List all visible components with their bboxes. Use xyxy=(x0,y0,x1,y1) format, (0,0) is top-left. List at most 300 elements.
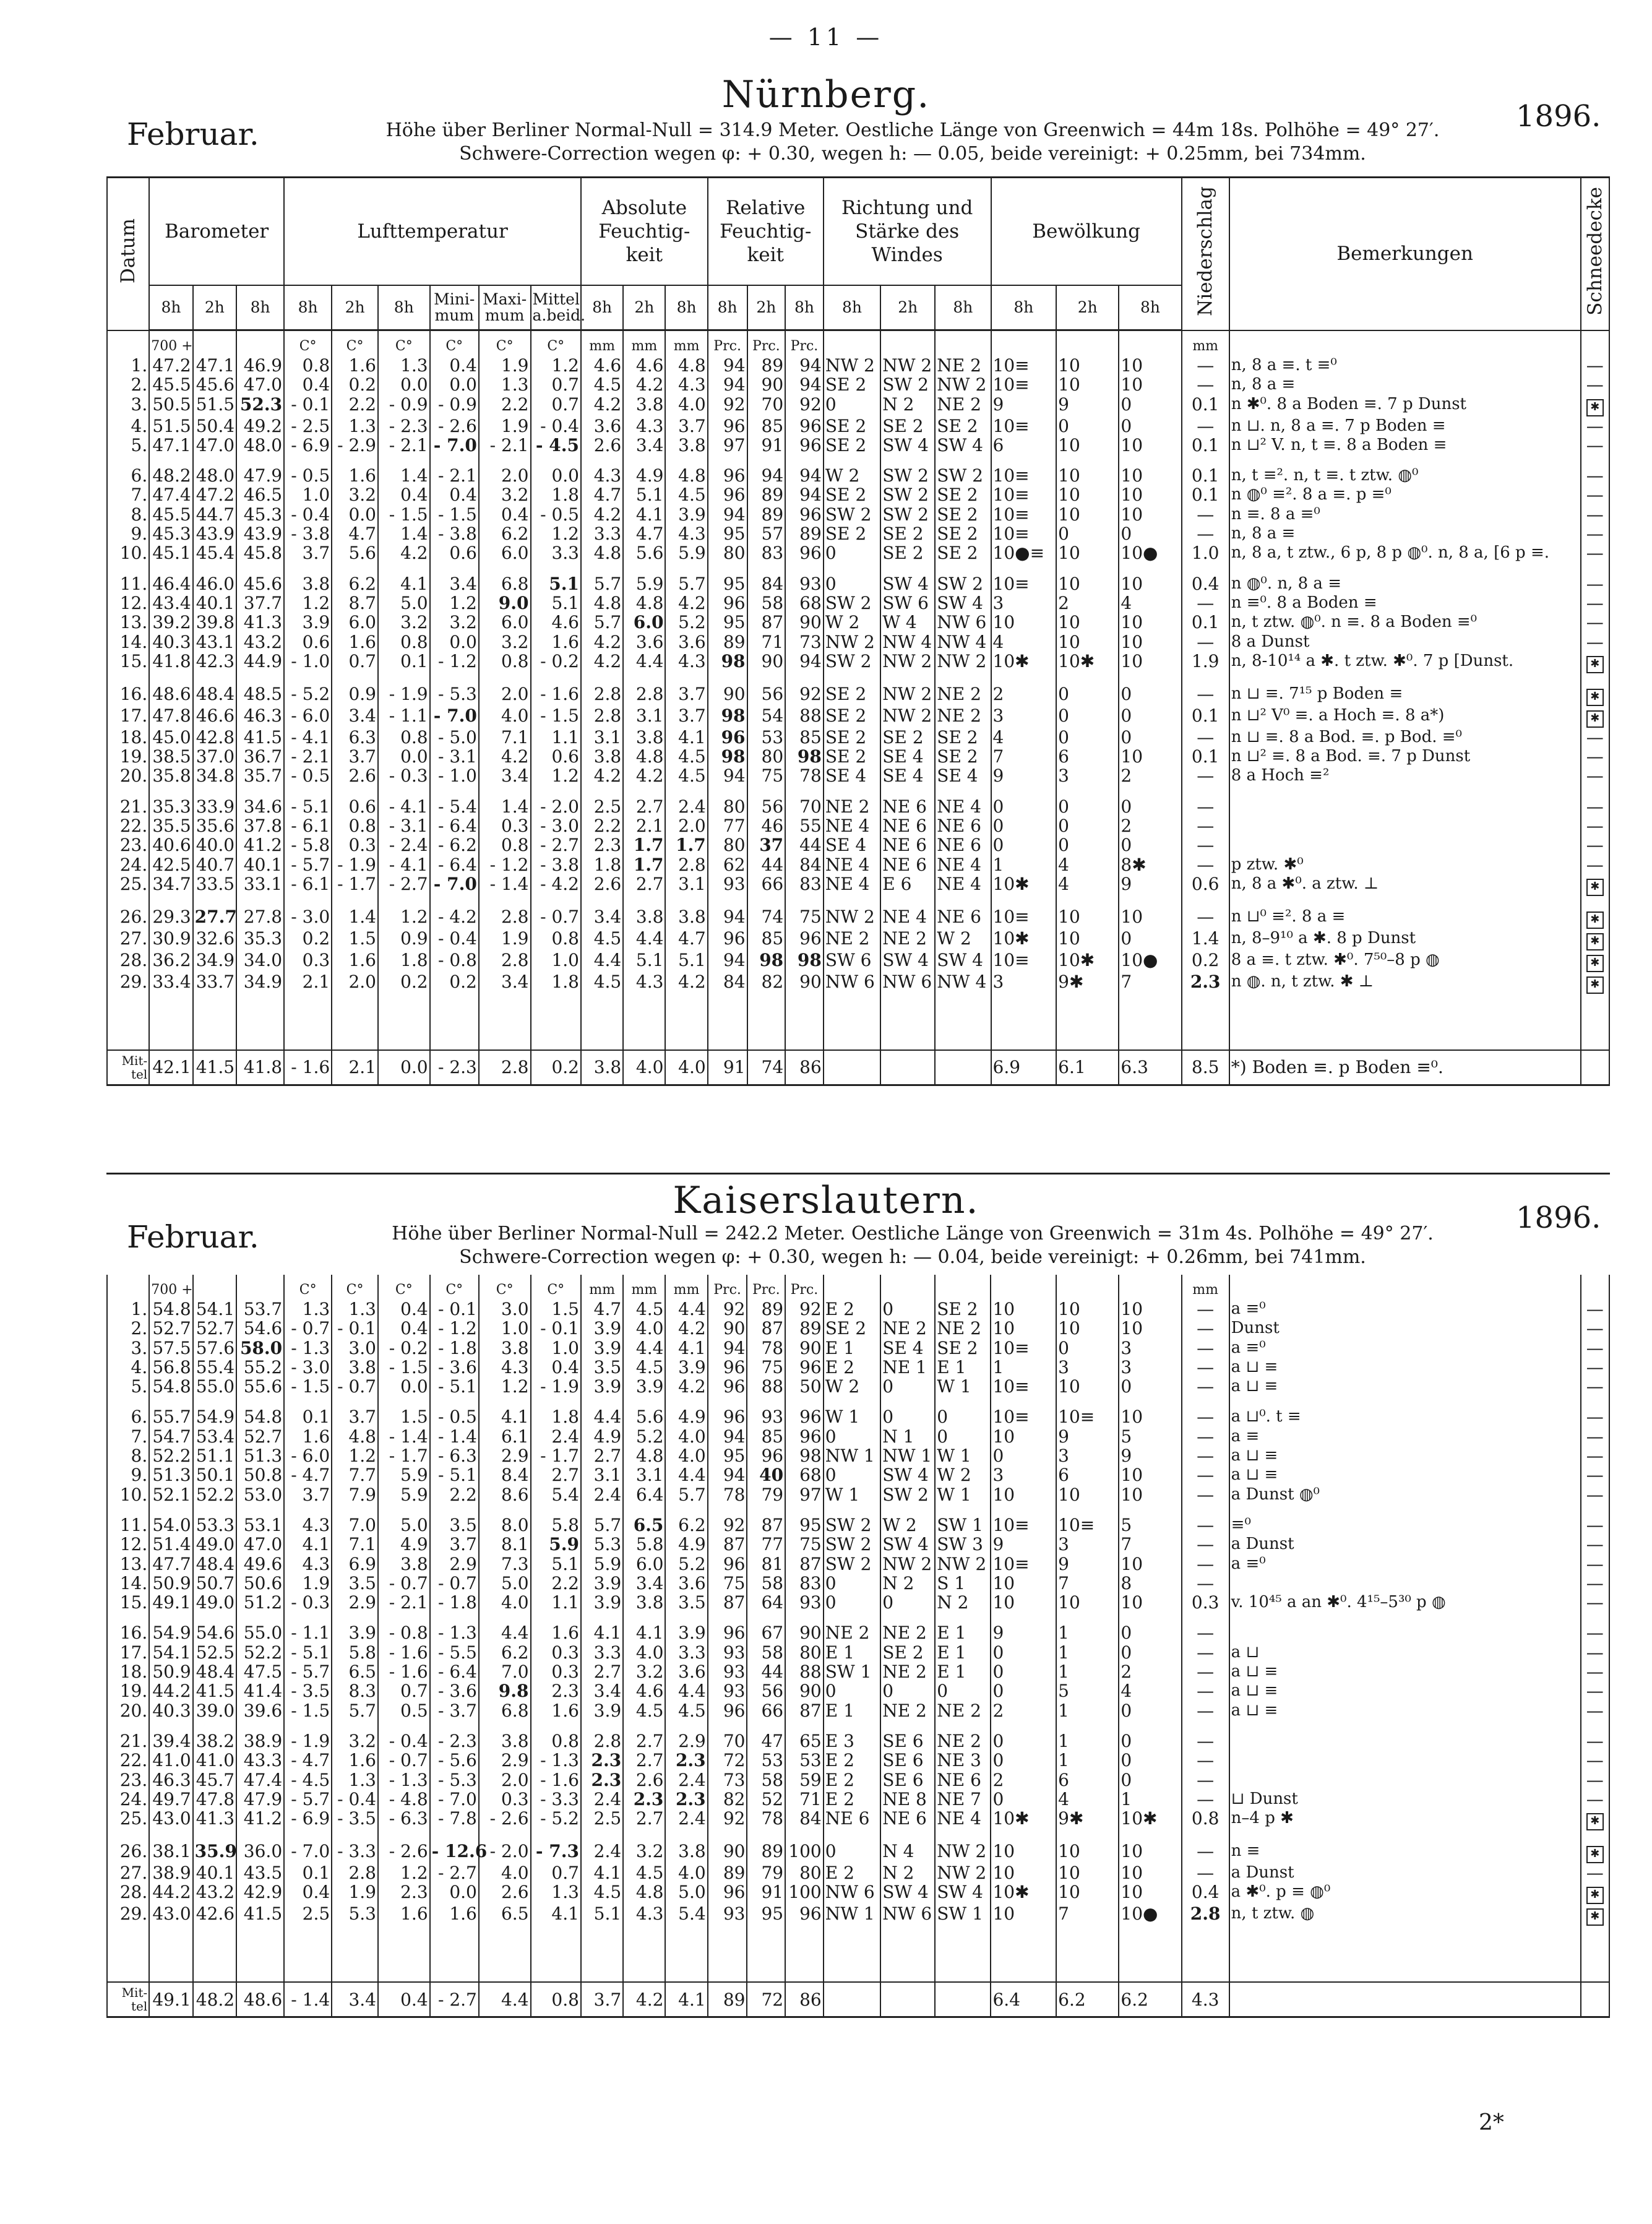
cell-wind-8h: W 2 xyxy=(824,466,880,485)
cell-rel-8h: 92 xyxy=(708,1299,747,1319)
cell-wind-2h: N 2 xyxy=(880,395,935,416)
gap-cell xyxy=(531,455,581,466)
cell-cloud-8h-eve: 0 xyxy=(1119,1770,1181,1790)
cell-rel-2h: 66 xyxy=(747,874,786,896)
gap-cell xyxy=(935,1612,991,1623)
col-schneedecke: Schneedecke xyxy=(1581,178,1609,330)
gap-cell xyxy=(708,1396,747,1407)
cell-cloud-2h: 10 xyxy=(1056,485,1119,504)
cell-cloud-2h: 10≡ xyxy=(1056,1515,1119,1535)
cell-cloud-8h: 10≡ xyxy=(991,1554,1056,1574)
cell-wind-8h: NE 6 xyxy=(824,1809,880,1830)
cell-rel-2h: 78 xyxy=(747,1809,785,1830)
cell-wind-8h-eve: NE 6 xyxy=(935,816,991,835)
cell-baro-2h: 51.5 xyxy=(193,395,236,416)
gap-cell xyxy=(785,1504,824,1515)
cell-wind-8h-eve: NE 3 xyxy=(935,1751,991,1770)
cell-wind-8h: E 1 xyxy=(824,1701,880,1720)
cell-baro-8h: 35.3 xyxy=(149,797,192,816)
cell-temp-max: 1.9 xyxy=(479,416,531,436)
cell-cloud-8h: 10≡ xyxy=(991,505,1057,524)
cell-temp-8h: - 6.1 xyxy=(284,874,332,896)
cell-rel-8h: 93 xyxy=(708,1904,747,1926)
cell-cloud-8h: 3 xyxy=(991,593,1057,613)
gap-cell xyxy=(708,1926,747,1982)
cell-wind-8h-eve: E 1 xyxy=(935,1623,991,1642)
cell-temp-mittel: 0.0 xyxy=(531,466,581,485)
cell-rel-2h: 96 xyxy=(747,1446,785,1465)
cell-schneedecke xyxy=(1581,1842,1609,1863)
gap-cell xyxy=(581,1720,623,1731)
gap-cell xyxy=(665,563,707,574)
cell-baro-8h-eve: 51.3 xyxy=(236,1446,284,1465)
cell-temp-2h: 0.0 xyxy=(332,505,378,524)
cell-rel-8h-eve: 53 xyxy=(785,1751,824,1770)
cell-cloud-2h: 1 xyxy=(1056,1731,1119,1751)
cell-wind-2h: 0 xyxy=(880,1681,935,1700)
mean-rel-8h: 89 xyxy=(708,1982,747,2017)
cell-niederschlag: — xyxy=(1182,1485,1229,1504)
cell-abs-2h: 4.4 xyxy=(623,652,665,673)
unit-cell xyxy=(107,330,149,356)
cell-rel-2h: 56 xyxy=(747,1681,785,1700)
gap-cell xyxy=(665,1926,707,1982)
cell-temp-2h: 8.7 xyxy=(332,593,378,613)
gap-cell xyxy=(708,1504,747,1515)
cell-bemerkung: a ⊔ ≡ xyxy=(1229,1701,1581,1720)
gap-cell xyxy=(824,1720,880,1731)
gap-cell xyxy=(284,1926,332,1982)
cell-temp-2h: 1.6 xyxy=(332,1751,378,1770)
cell-datum: 23. xyxy=(107,1770,149,1790)
gap-cell xyxy=(531,1720,581,1731)
cell-abs-8h-eve: 3.1 xyxy=(665,874,707,896)
cell-bemerkung: a Dunst ◍⁰ xyxy=(1229,1485,1581,1504)
gap-cell xyxy=(747,1612,785,1623)
station-month-kaiserslautern: Februar. xyxy=(127,1219,259,1255)
cell-schneedecke: — xyxy=(1581,835,1609,855)
cell-temp-2h: 1.9 xyxy=(332,1882,378,1904)
cell-baro-8h-eve: 36.0 xyxy=(236,1842,284,1863)
gap-cell xyxy=(149,896,192,907)
cell-temp-2h: 4.8 xyxy=(332,1427,378,1446)
cell-datum: 2. xyxy=(107,1319,149,1338)
cell-temp-mittel: 1.8 xyxy=(531,485,581,504)
cell-niederschlag: — xyxy=(1182,356,1229,375)
cell-rel-2h: 83 xyxy=(747,543,786,562)
cell-bemerkung: n, 8 a, t ztw., 6 p, 8 p ◍⁰. n, 8 a, [6 p ≡. xyxy=(1229,543,1581,562)
cell-datum: 8. xyxy=(107,505,149,524)
cell-abs-8h-eve: 1.7 xyxy=(665,835,707,855)
cell-temp-min: - 6.4 xyxy=(430,816,479,835)
mean-cloud-8h-eve: 6.2 xyxy=(1119,1982,1181,2017)
cell-schneedecke: — xyxy=(1581,1770,1609,1790)
cell-rel-8h-eve: 95 xyxy=(785,1515,824,1535)
gap-cell xyxy=(107,994,149,1050)
cell-wind-8h-eve: NW 6 xyxy=(935,613,991,632)
gap-cell xyxy=(747,786,786,797)
gap-cell xyxy=(236,455,284,466)
gap-cell xyxy=(1229,1830,1581,1842)
cell-wind-2h: NW 2 xyxy=(880,652,935,673)
cell-cloud-8h: 3 xyxy=(991,706,1057,728)
cell-temp-8h: - 5.1 xyxy=(284,797,332,816)
cell-wind-2h: NW 1 xyxy=(880,1446,935,1465)
cell-cloud-2h: 1 xyxy=(1056,1701,1119,1720)
meta-line-2: Schwere-Correction wegen φ: + 0.30, wegen h: — 0.04, beide vereinigt: + 0.26mm, bei 741mm. xyxy=(459,1246,1366,1268)
unit-cell xyxy=(880,330,935,356)
cell-temp-8h-eve: - 1.1 xyxy=(378,706,430,728)
mean-wind-8h xyxy=(824,1050,880,1085)
cell-rel-8h-eve: 83 xyxy=(785,874,824,896)
cell-cloud-8h-eve: 10 xyxy=(1119,505,1181,524)
cell-baro-8h: 50.9 xyxy=(149,1662,192,1681)
cell-schneedecke: — xyxy=(1581,613,1609,632)
cell-cloud-2h: 9 xyxy=(1056,1427,1119,1446)
unit-cell: mm xyxy=(623,330,665,356)
gap-cell xyxy=(708,455,747,466)
cell-rel-8h: 96 xyxy=(708,593,747,613)
cell-rel-8h-eve: 94 xyxy=(785,652,824,673)
cell-baro-8h-eve: 58.0 xyxy=(236,1338,284,1358)
cell-abs-8h: 4.8 xyxy=(581,593,623,613)
cell-baro-8h-eve: 54.8 xyxy=(236,1407,284,1426)
cell-cloud-8h-eve: 0 xyxy=(1119,1701,1181,1720)
cell-cloud-2h: 10 xyxy=(1056,466,1119,485)
cell-niederschlag: — xyxy=(1182,1643,1229,1662)
meta-line-2: Schwere-Correction wegen φ: + 0.30, wegen h: — 0.05, beide vereinigt: + 0.25mm, bei 734mm. xyxy=(459,143,1366,165)
sub-h8: 8h xyxy=(824,285,880,330)
cell-temp-2h: 5.7 xyxy=(332,1701,378,1720)
cell-cloud-2h: 10✱ xyxy=(1056,950,1119,972)
cell-abs-8h: 2.2 xyxy=(581,816,623,835)
cell-temp-8h-eve: - 0.3 xyxy=(378,766,430,785)
cell-cloud-8h: 10 xyxy=(991,613,1057,632)
cell-temp-8h: 2.5 xyxy=(284,1904,332,1926)
cell-temp-max: 2.9 xyxy=(479,1446,531,1465)
cell-abs-8h: 3.9 xyxy=(581,1593,623,1612)
cell-baro-2h: 43.9 xyxy=(193,524,236,543)
gap-cell xyxy=(378,1720,430,1731)
cell-temp-max: 2.6 xyxy=(479,1882,531,1904)
cell-abs-8h-eve: 4.8 xyxy=(665,356,707,375)
cell-cloud-2h: 0 xyxy=(1056,1338,1119,1358)
cell-baro-2h: 39.8 xyxy=(193,613,236,632)
cell-temp-min: - 3.6 xyxy=(430,1681,479,1700)
cell-niederschlag: — xyxy=(1182,505,1229,524)
cell-niederschlag: — xyxy=(1182,1662,1229,1681)
gap-cell xyxy=(531,1612,581,1623)
cell-wind-8h-eve: W 2 xyxy=(935,929,991,950)
cell-cloud-8h: 1 xyxy=(991,855,1057,874)
cell-abs-8h: 3.9 xyxy=(581,1377,623,1396)
gap-cell xyxy=(880,1396,935,1407)
mean-row xyxy=(107,1982,1609,2017)
sub-h8b: 8h xyxy=(665,285,707,330)
cell-bemerkung: a ⊔ ≡ xyxy=(1229,1465,1581,1485)
gap-cell xyxy=(665,1504,707,1515)
cell-rel-8h-eve: 88 xyxy=(785,1662,824,1681)
cell-baro-2h: 41.5 xyxy=(193,1681,236,1700)
unit-cell xyxy=(236,1275,284,1299)
gap-cell xyxy=(479,1504,531,1515)
mean-rel-8h-eve: 86 xyxy=(785,1982,824,2017)
unit-cell: mm xyxy=(665,1275,707,1299)
cell-baro-2h: 51.1 xyxy=(193,1446,236,1465)
gap-cell xyxy=(236,994,284,1050)
cell-cloud-8h-eve: 9 xyxy=(1119,874,1181,896)
cell-datum: 21. xyxy=(107,797,149,816)
cell-wind-8h: 0 xyxy=(824,1842,880,1863)
cell-temp-8h: - 2.1 xyxy=(284,747,332,766)
cell-temp-mittel: 1.8 xyxy=(531,972,581,994)
cell-wind-8h: NW 2 xyxy=(824,356,880,375)
cell-temp-8h-eve: 1.2 xyxy=(378,1863,430,1882)
cell-baro-8h: 52.2 xyxy=(149,1446,192,1465)
cell-cloud-8h-eve: 10 xyxy=(1119,652,1181,673)
cell-wind-8h: E 3 xyxy=(824,1731,880,1751)
cell-niederschlag: — xyxy=(1182,416,1229,436)
cell-abs-2h: 2.6 xyxy=(623,1770,665,1790)
sub-h2: 2h xyxy=(880,285,935,330)
cell-wind-8h-eve: SE 2 xyxy=(935,1338,991,1358)
cell-baro-2h: 50.7 xyxy=(193,1574,236,1593)
cell-temp-8h: 4.3 xyxy=(284,1554,332,1574)
cell-datum: 3. xyxy=(107,395,149,416)
cell-cloud-2h: 6 xyxy=(1056,1465,1119,1485)
unit-cell: C° xyxy=(531,330,581,356)
cell-schneedecke: — xyxy=(1581,1681,1609,1700)
gap-cell xyxy=(991,896,1057,907)
cell-abs-8h: 4.6 xyxy=(581,356,623,375)
cell-temp-max: 2.0 xyxy=(479,684,531,706)
sub-h2: 2h xyxy=(747,285,786,330)
cell-baro-2h: 34.9 xyxy=(193,950,236,972)
cell-rel-8h-eve: 92 xyxy=(785,1299,824,1319)
cell-abs-8h-eve: 2.8 xyxy=(665,855,707,874)
cell-bemerkung: n, 8 a ≡ xyxy=(1229,524,1581,543)
gap-cell xyxy=(1229,994,1581,1050)
cell-abs-8h: 3.9 xyxy=(581,1701,623,1720)
cell-rel-2h: 89 xyxy=(747,505,786,524)
cell-rel-8h: 92 xyxy=(708,395,747,416)
cell-temp-2h: 2.8 xyxy=(332,1863,378,1882)
cell-wind-8h-eve: NE 2 xyxy=(935,706,991,728)
cell-bemerkung: a ≡⁰ xyxy=(1229,1299,1581,1319)
cell-temp-mittel: 0.3 xyxy=(531,1662,581,1681)
cell-abs-2h: 2.1 xyxy=(623,816,665,835)
gap-cell xyxy=(880,1720,935,1731)
cell-rel-8h-eve: 89 xyxy=(785,524,824,543)
cell-abs-2h: 4.8 xyxy=(623,593,665,613)
cell-wind-2h: SE 2 xyxy=(880,524,935,543)
cell-niederschlag: — xyxy=(1182,728,1229,747)
cell-abs-8h-eve: 4.7 xyxy=(665,929,707,950)
cell-bemerkung: a ≡ xyxy=(1229,1427,1581,1446)
mean-baro-8h: 49.1 xyxy=(149,1982,192,2017)
cell-wind-8h-eve: SW 2 xyxy=(935,574,991,593)
cell-baro-8h: 51.5 xyxy=(149,416,192,436)
cell-niederschlag: — xyxy=(1182,1701,1229,1720)
table-row xyxy=(107,1593,1609,1612)
cell-cloud-8h: 10 xyxy=(991,1863,1056,1882)
cell-baro-2h: 53.3 xyxy=(193,1515,236,1535)
gap-cell xyxy=(991,1504,1056,1515)
cell-schneedecke: — xyxy=(1581,416,1609,436)
cell-baro-8h-eve: 52.2 xyxy=(236,1643,284,1662)
cell-cloud-8h-eve: 1 xyxy=(1119,1790,1181,1809)
row-gap xyxy=(107,786,1609,797)
sub-h8b: 8h xyxy=(1119,285,1181,330)
gap-cell xyxy=(430,1396,479,1407)
gap-cell xyxy=(935,786,991,797)
cell-temp-8h: - 5.7 xyxy=(284,855,332,874)
cell-baro-8h: 40.6 xyxy=(149,835,192,855)
cell-abs-8h: 4.7 xyxy=(581,1299,623,1319)
gap-cell xyxy=(1229,786,1581,797)
snow-cover-icon: ✱ xyxy=(1586,912,1604,929)
gap-cell xyxy=(531,1926,581,1982)
cell-temp-min: 0.2 xyxy=(430,972,479,994)
cell-schneedecke xyxy=(1581,1904,1609,1926)
cell-rel-2h: 87 xyxy=(747,1319,785,1338)
cell-temp-8h-eve: 1.4 xyxy=(378,524,430,543)
cell-datum: 21. xyxy=(107,1731,149,1751)
cell-datum: 15. xyxy=(107,652,149,673)
cell-baro-8h-eve: 55.0 xyxy=(236,1623,284,1642)
cell-temp-min: - 5.1 xyxy=(430,1377,479,1396)
gap-cell xyxy=(378,1612,430,1623)
cell-cloud-8h-eve: 10● xyxy=(1119,543,1181,562)
cell-temp-8h: 3.9 xyxy=(284,613,332,632)
cell-baro-2h: 42.3 xyxy=(193,652,236,673)
cell-baro-2h: 45.7 xyxy=(193,1770,236,1790)
mean-rel-8h: 91 xyxy=(708,1050,747,1085)
gap-cell xyxy=(1581,786,1609,797)
cell-niederschlag: — xyxy=(1182,1770,1229,1790)
table-row xyxy=(107,524,1609,543)
cell-rel-8h-eve: 98 xyxy=(785,950,824,972)
cell-wind-8h: E 1 xyxy=(824,1643,880,1662)
cell-datum: 16. xyxy=(107,1623,149,1642)
cell-temp-mittel: 5.8 xyxy=(531,1515,581,1535)
gap-cell xyxy=(1119,1720,1181,1731)
cell-abs-8h: 2.4 xyxy=(581,1842,623,1863)
gap-cell xyxy=(991,1612,1056,1623)
table-row xyxy=(107,505,1609,524)
cell-rel-8h-eve: 59 xyxy=(785,1770,824,1790)
cell-niederschlag: — xyxy=(1182,835,1229,855)
cell-cloud-8h-eve: 4 xyxy=(1119,593,1181,613)
cell-rel-8h: 72 xyxy=(708,1751,747,1770)
table-row xyxy=(107,950,1609,972)
gap-cell xyxy=(991,1926,1056,1982)
cell-temp-min: - 3.7 xyxy=(430,1701,479,1720)
cell-niederschlag: 0.1 xyxy=(1182,436,1229,455)
gap-cell xyxy=(430,786,479,797)
gap-cell xyxy=(824,994,880,1050)
cell-abs-8h: 2.6 xyxy=(581,874,623,896)
cell-baro-8h-eve: 49.6 xyxy=(236,1554,284,1574)
cell-cloud-2h: 7 xyxy=(1056,1904,1119,1926)
cell-temp-2h: 1.3 xyxy=(332,416,378,436)
cell-baro-8h-eve: 55.6 xyxy=(236,1377,284,1396)
cell-cloud-8h-eve: 10 xyxy=(1119,436,1181,455)
cell-temp-8h: - 5.2 xyxy=(284,684,332,706)
cell-cloud-2h: 1 xyxy=(1056,1662,1119,1681)
table-row xyxy=(107,972,1609,994)
cell-abs-8h-eve: 3.9 xyxy=(665,505,707,524)
gap-cell xyxy=(284,563,332,574)
cell-baro-2h: 43.2 xyxy=(193,1882,236,1904)
cell-rel-8h-eve: 96 xyxy=(785,1407,824,1426)
cell-cloud-8h: 0 xyxy=(991,1731,1056,1751)
mean-bemerkung: *) Boden ≡. p Boden ≡⁰. xyxy=(1229,1050,1581,1085)
cell-cloud-8h-eve: 10 xyxy=(1119,1554,1181,1574)
cell-baro-8h: 45.3 xyxy=(149,524,192,543)
cell-cloud-2h: 6 xyxy=(1056,1770,1119,1790)
mean-baro-8h-eve: 48.6 xyxy=(236,1982,284,2017)
cell-abs-2h: 6.0 xyxy=(623,613,665,632)
gap-cell xyxy=(1119,1396,1181,1407)
mean-wind-8h-eve xyxy=(935,1982,991,2017)
cell-cloud-8h-eve: 10 xyxy=(1119,632,1181,652)
cell-temp-mittel: 1.6 xyxy=(531,1623,581,1642)
row-gap xyxy=(107,1396,1609,1407)
cell-cloud-8h-eve: 10● xyxy=(1119,950,1181,972)
cell-temp-mittel: - 0.5 xyxy=(531,505,581,524)
cell-temp-8h-eve: 0.4 xyxy=(378,1299,430,1319)
cell-temp-mittel: - 1.6 xyxy=(531,1770,581,1790)
mean-abs-8h: 3.8 xyxy=(581,1050,623,1085)
cell-temp-2h: 7.0 xyxy=(332,1515,378,1535)
sub-mittel: Mittel a.beid. xyxy=(531,285,581,330)
cell-wind-8h-eve: SE 2 xyxy=(935,416,991,436)
cell-baro-8h: 41.0 xyxy=(149,1751,192,1770)
gap-cell xyxy=(378,786,430,797)
gap-cell xyxy=(747,1504,785,1515)
gap-cell xyxy=(785,994,824,1050)
gap-cell xyxy=(531,1830,581,1842)
cell-rel-2h: 47 xyxy=(747,1731,785,1751)
row-gap xyxy=(107,1720,1609,1731)
cell-abs-8h: 2.3 xyxy=(581,835,623,855)
gap-cell xyxy=(824,455,880,466)
gap-cell xyxy=(1581,1830,1609,1842)
cell-cloud-8h: 10≡ xyxy=(991,907,1057,929)
gap-cell xyxy=(935,1396,991,1407)
cell-cloud-2h: 3 xyxy=(1056,1358,1119,1377)
cell-rel-8h: 98 xyxy=(708,652,747,673)
cell-datum: 19. xyxy=(107,747,149,766)
cell-cloud-8h-eve: 3 xyxy=(1119,1338,1181,1358)
cell-abs-2h: 2.3 xyxy=(623,1790,665,1809)
cell-temp-2h: 3.7 xyxy=(332,1407,378,1426)
unit-row xyxy=(107,330,1609,356)
cell-rel-8h: 87 xyxy=(708,1535,747,1554)
cell-temp-2h: 6.9 xyxy=(332,1554,378,1574)
cell-wind-8h: NE 4 xyxy=(824,874,880,896)
cell-temp-2h: - 3.5 xyxy=(332,1809,378,1830)
cell-cloud-8h-eve: 10 xyxy=(1119,1319,1181,1338)
gap-cell xyxy=(236,1926,284,1982)
cell-temp-min: - 0.9 xyxy=(430,395,479,416)
cell-rel-2h: 79 xyxy=(747,1485,785,1504)
cell-temp-8h: 4.1 xyxy=(284,1535,332,1554)
cell-baro-2h: 48.4 xyxy=(193,1554,236,1574)
cell-datum: 3. xyxy=(107,1338,149,1358)
cell-schneedecke: — xyxy=(1581,1358,1609,1377)
